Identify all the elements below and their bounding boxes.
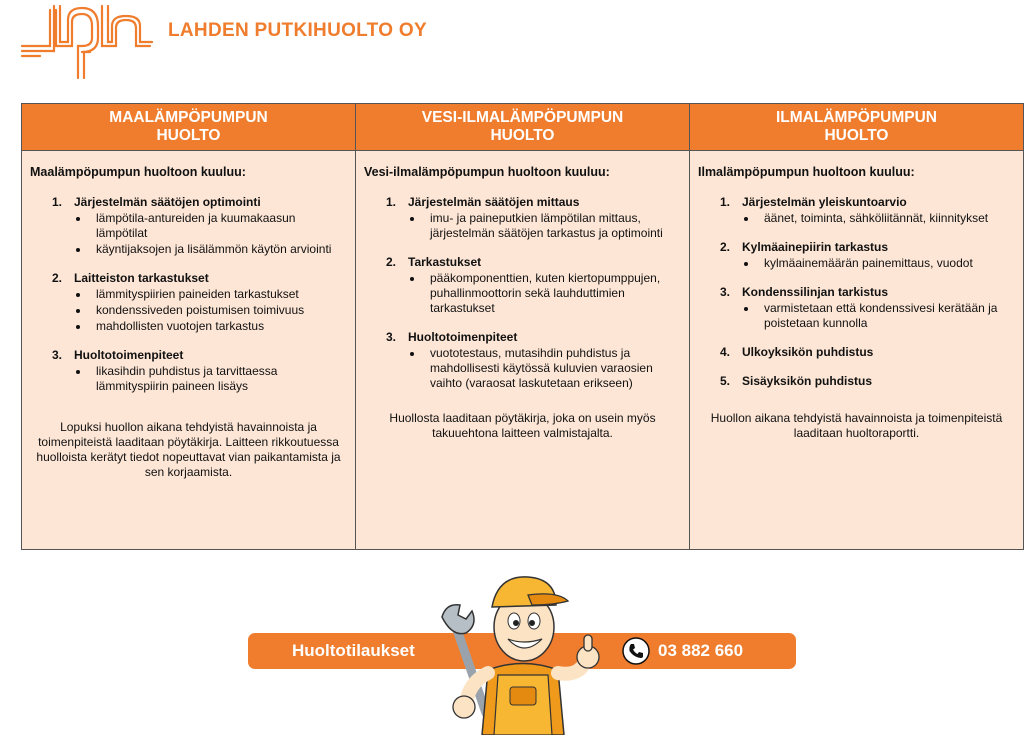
column-vesi-ilmalampopumppu [355,104,689,549]
section [698,195,1015,226]
section-title: Huoltotoimenpiteet [74,348,184,362]
company-name: LAHDEN PUTKIHUOLTO OY [168,20,427,41]
section-number: 2. [386,255,397,269]
column-header [690,104,1023,151]
list-item: lämmityspiirien paineiden tarkastukset [96,287,347,302]
closing-text: Huollosta laaditaan pöytäkirja, joka on usein myös takuuehtona laitteen valmistajalta. [389,411,656,440]
section-number: 3. [720,285,731,299]
list-item: lämpötila-antureiden ja kuumakaasun lämpötilat [96,211,347,241]
section-number: 1. [720,195,731,209]
section-title: Järjestelmän yleiskuntoarvio [742,195,907,209]
lph-monogram-icon [20,2,170,82]
section-title: Järjestelmän säätöjen mittaus [408,195,580,209]
column-title: VESI-ILMALÄMPÖPUMPUN [421,109,624,126]
list-item: likasihdin puhdistus ja tarvittaessa lämmityspiirin paineen lisäys [96,364,347,394]
column-header [22,104,355,151]
column-maalampopumppu [22,104,355,549]
list-item: mahdollisten vuotojen tarkastus [96,319,347,334]
section-title: Tarkastukset [408,255,482,269]
section [698,374,1015,389]
section-number: 4. [720,345,731,359]
list-item: imu- ja paineputkien lämpötilan mittaus, järjestelmän säätöjen tarkastus ja optimointi [430,211,681,241]
section-number: 5. [720,374,731,388]
section [698,345,1015,360]
section [30,271,347,334]
section-title: Kylmäainepiirin tarkastus [742,240,889,254]
section [364,255,681,316]
list-item: kondenssiveden poistumisen toimivuus [96,303,347,318]
section [30,348,347,394]
phone-icon [622,637,650,665]
column-body [690,151,1023,441]
list-item: äänet, toiminta, sähköliitännät, kiinnitykset [764,211,1015,226]
column-body [356,151,689,441]
list-item: vuototestaus, mutasihdin puhdistus ja mahdollisesti käytössä kuluvien varaosien vaihto (varaosat laskutetaan erikseen) [430,346,681,391]
section-number: 2. [720,240,731,254]
column-subtitle: HUOLTO [156,127,221,144]
section [698,285,1015,331]
section-number: 3. [52,348,63,362]
list-item: varmistetaan että kondenssivesi kerätään ja poistetaan kunnolla [764,301,1015,331]
section [364,195,681,241]
closing-text: Huollon aikana tehdyistä havainnoista ja toimenpiteistä laaditaan huoltoraportti. [710,411,1003,440]
column-intro: Maalämpöpumpun huoltoon kuuluu: [30,165,246,179]
column-body [22,151,355,480]
company-logo [20,2,427,82]
column-subtitle: HUOLTO [824,127,889,144]
column-intro: Vesi-ilmalämpöpumpun huoltoon kuuluu: [364,165,610,179]
column-header [356,104,689,151]
closing-text: Lopuksi huollon aikana tehdyistä havainnoista ja toimenpiteistä laaditaan pöytäkirja. Laitteen rikkoutuessa huolloista kerätyt tiedot nopeuttavat vian paikantamista ja sen korjaamista. [36,420,341,479]
section-title: Laitteiston tarkastukset [74,271,209,285]
list-item: pääkomponenttien, kuten kiertopumppujen, puhallinmoottorin sekä lauhduttimien tarkastukset [430,271,681,316]
section-title: Kondenssilinjan tarkistus [742,285,889,299]
section-number: 1. [52,195,63,209]
column-title: MAALÄMPÖPUMPUN [109,109,268,126]
section-number: 3. [386,330,397,344]
column-intro: Ilmalämpöpumpun huoltoon kuuluu: [698,165,915,179]
list-item: käyntijaksojen ja lisälämmön käytön arviointi [96,242,347,257]
list-item: kylmäainemäärän painemittaus, vuodot [764,256,1015,271]
section-title: Huoltotoimenpiteet [408,330,518,344]
column-subtitle: HUOLTO [490,127,555,144]
column-ilmalampopumppu [689,104,1023,549]
phone-number[interactable]: 03 882 660 [658,641,744,660]
phone-contact[interactable] [622,637,743,665]
section-title: Sisäyksikön puhdistus [742,374,873,388]
section-title: Järjestelmän säätöjen optimointi [74,195,261,209]
service-table [21,103,1024,550]
plumber-mascot-icon [428,565,618,735]
section [698,240,1015,271]
column-title: ILMALÄMPÖPUMPUN [775,109,938,126]
section-title: Ulkoyksikön puhdistus [742,345,874,359]
section-number: 1. [386,195,397,209]
section [364,330,681,391]
section [30,195,347,257]
section-number: 2. [52,271,63,285]
order-label: Huoltotilaukset [292,641,415,660]
